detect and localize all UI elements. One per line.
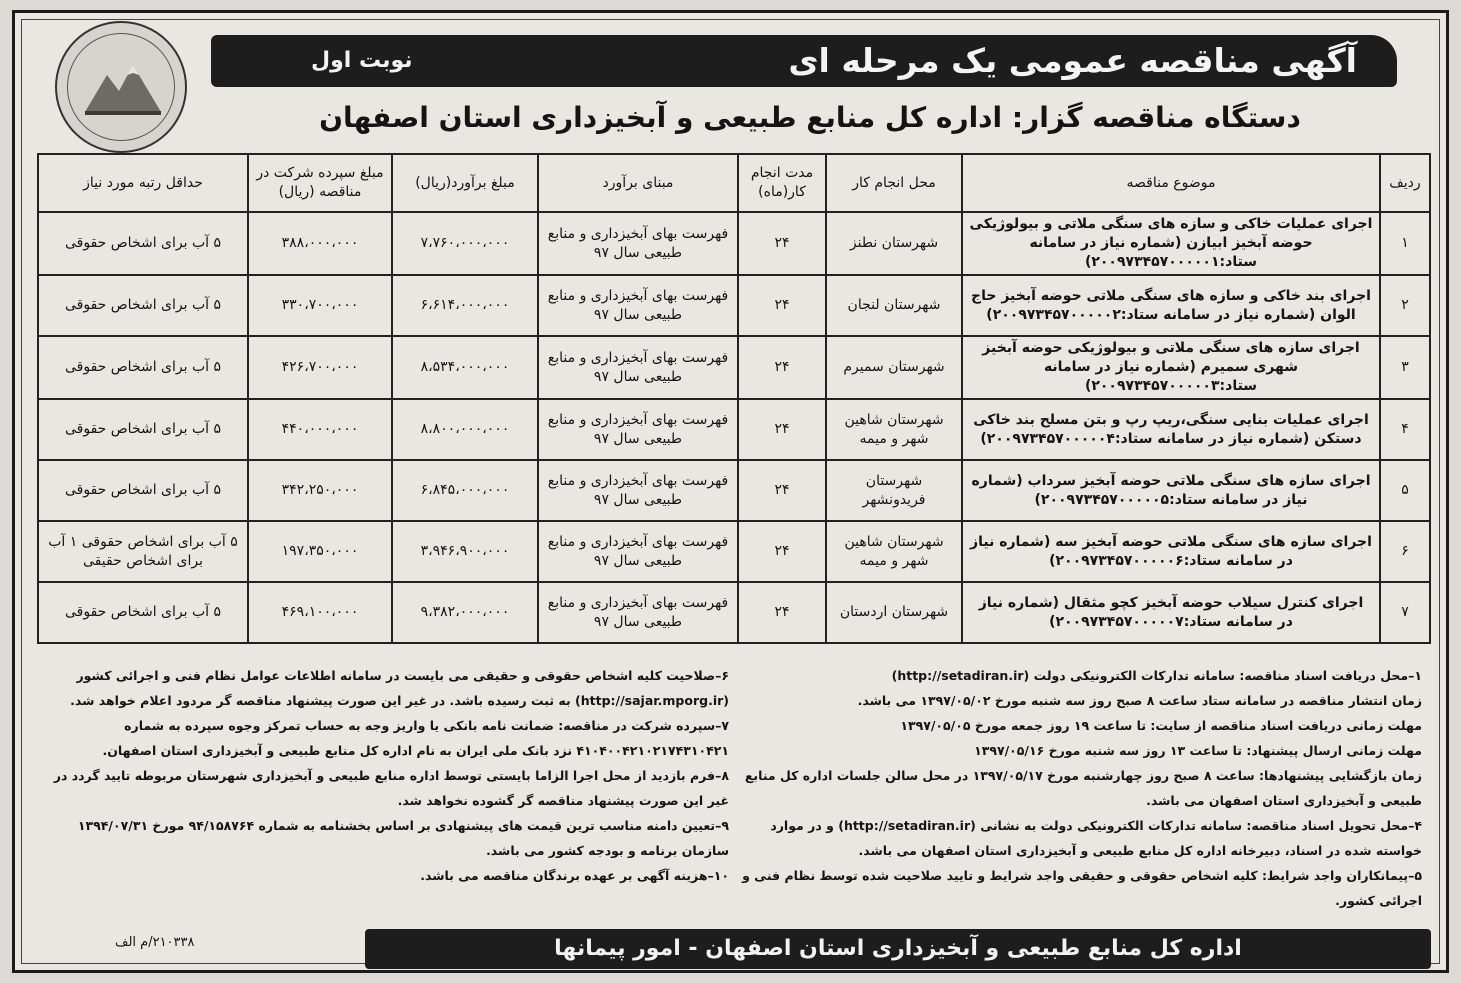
estimate-basis: فهرست بهای آبخیزداری و منابع طبیعی سال ۹۷ (538, 212, 738, 275)
deposit-amount: ۱۹۷،۳۵۰،۰۰۰ (248, 521, 392, 582)
estimate-amount: ۶،۸۴۵،۰۰۰،۰۰۰ (392, 460, 538, 521)
note-item: زمان بازگشایی پیشنهادها: ساعت ۸ صبح روز چهارشنبه مورخ ۱۳۹۷/۰۵/۱۷ در محل سالن جلسات اداره کل منابع طبیعی و آبخیزداری استان اصفهان می باشد. (744, 768, 1422, 808)
footer-banner: اداره کل منابع طبیعی و آبخیزداری استان اصفهان - امور پیمانها (365, 929, 1431, 969)
required-grade: ۵ آب برای اشخاص حقوقی (38, 399, 248, 460)
table-row (38, 460, 1430, 521)
tender-subject: اجرای کنترل سیلاب حوضه آبخیز کچو مثقال (شماره نیاز در سامانه ستاد:۲۰۰۹۷۳۴۵۷۰۰۰۰۰۷) (962, 582, 1380, 643)
required-grade: ۵ آب برای اشخاص حقوقی (38, 212, 248, 275)
work-location: شهرستان نطنز (826, 212, 962, 275)
col-row: ردیف (1380, 154, 1430, 212)
col-basis: مبنای برآورد (538, 154, 738, 212)
deposit-amount: ۴۶۹،۱۰۰،۰۰۰ (248, 582, 392, 643)
table-row (38, 399, 1430, 460)
note-item: ۴–محل تحویل اسناد مناقصه: سامانه تدارکات الکترونیکی دولت به نشانی (http://setadiran.ir) و در موارد خواسته شده در اسناد، دبیرخانه اداره کل منابع طبیعی و آبخیزداری استان اصفهان می باشد. (770, 818, 1422, 858)
estimate-basis: فهرست بهای آبخیزداری و منابع طبیعی سال ۹۷ (538, 399, 738, 460)
deposit-amount: ۴۴۰،۰۰۰،۰۰۰ (248, 399, 392, 460)
row-number: ۷ (1380, 582, 1430, 643)
note-item: ۶–صلاحیت کلیه اشخاص حقوقی و حقیقی می بایست در سامانه اطلاعات عوامل نظام فنی و اجرائی کشور (http://sajar.mporg.ir) به ثبت رسیده باشد. در غیر این صورت پیشنهاد مناقصه گر مردود اعلام خواهد شد. (70, 668, 729, 708)
note-item: ۱۰–هزینه آگهی بر عهده برندگان مناقصه می باشد. (420, 868, 729, 883)
required-grade: ۵ آب برای اشخاص حقوقی (38, 336, 248, 399)
note-item: ۸–فرم بازدید از محل اجرا الزاما بایستی توسط اداره منابع طبیعی و آبخیزداری شهرستان مربوطه تایید گردد در غیر این صورت پیشنهاد مناقصه گر گشوده نخواهد شد. (53, 768, 729, 808)
work-duration: ۲۴ (738, 275, 826, 336)
note-item: ۱–محل دریافت اسناد مناقصه: سامانه تدارکات الکترونیکی دولت (http://setadiran.ir) (891, 668, 1422, 683)
required-grade: ۵ آب برای اشخاص حقوقی (38, 275, 248, 336)
tender-notice (12, 10, 1449, 973)
required-grade: ۵ آب برای اشخاص حقوقی (38, 582, 248, 643)
tender-subject: اجرای سازه های سنگی ملاتی حوضه آبخیز سرداب (شماره نیاز در سامانه ستاد:۲۰۰۹۷۳۴۵۷۰۰۰۰۰۵) (962, 460, 1380, 521)
ad-code: ۲۱۰۳۳۸/م الف (115, 935, 195, 950)
work-location: شهرستان شاهین شهر و میمه (826, 399, 962, 460)
required-grade: ۵ آب برای اشخاص حقوقی (38, 460, 248, 521)
deposit-amount: ۳۳۰،۷۰۰،۰۰۰ (248, 275, 392, 336)
deposit-amount: ۳۴۲،۲۵۰،۰۰۰ (248, 460, 392, 521)
work-duration: ۲۴ (738, 582, 826, 643)
notice-title: آگهی مناقصه عمومی یک مرحله ای (788, 41, 1357, 80)
deposit-amount: ۳۸۸،۰۰۰،۰۰۰ (248, 212, 392, 275)
publication-round: نوبت اول (311, 48, 413, 73)
organizer-title: دستگاه مناقصه گزار: اداره کل منابع طبیعی و آبخیزداری استان اصفهان (319, 101, 1301, 134)
col-duration: مدت انجام کار(ماه) (738, 154, 826, 212)
estimate-basis: فهرست بهای آبخیزداری و منابع طبیعی سال ۹۷ (538, 275, 738, 336)
work-location: شهرستان اردستان (826, 582, 962, 643)
col-deposit: مبلغ سپرده شرکت در مناقصه (ریال) (248, 154, 392, 212)
work-location: شهرستان سمیرم (826, 336, 962, 399)
table-row (38, 521, 1430, 582)
deposit-amount: ۴۲۶،۷۰۰،۰۰۰ (248, 336, 392, 399)
row-number: ۴ (1380, 399, 1430, 460)
notes-left-column (39, 663, 729, 888)
notes-right-column (742, 663, 1422, 913)
table-row (38, 336, 1430, 399)
col-subject: موضوع مناقصه (962, 154, 1380, 212)
estimate-basis: فهرست بهای آبخیزداری و منابع طبیعی سال ۹۷ (538, 336, 738, 399)
estimate-amount: ۸،۸۰۰،۰۰۰،۰۰۰ (392, 399, 538, 460)
row-number: ۲ (1380, 275, 1430, 336)
estimate-amount: ۶،۶۱۴،۰۰۰،۰۰۰ (392, 275, 538, 336)
row-number: ۳ (1380, 336, 1430, 399)
estimate-basis: فهرست بهای آبخیزداری و منابع طبیعی سال ۹۷ (538, 521, 738, 582)
table-row (38, 275, 1430, 336)
work-duration: ۲۴ (738, 399, 826, 460)
tender-subject: اجرای سازه های سنگی ملاتی حوضه آبخیز سه (شماره نیاز در سامانه ستاد:۲۰۰۹۷۳۴۵۷۰۰۰۰۰۶) (962, 521, 1380, 582)
estimate-basis: فهرست بهای آبخیزداری و منابع طبیعی سال ۹۷ (538, 582, 738, 643)
note-item: زمان انتشار مناقصه در سامانه ستاد ساعت ۸ صبح روز سه شنبه مورخ ۱۳۹۷/۰۵/۰۲ می باشد. (857, 693, 1422, 708)
row-number: ۵ (1380, 460, 1430, 521)
estimate-amount: ۷،۷۶۰،۰۰۰،۰۰۰ (392, 212, 538, 275)
note-item: ۷–سپرده شرکت در مناقصه: ضمانت نامه بانکی یا واریز وجه به حساب تمرکز وجوه سپرده به شماره ۴۱۰۴۰۰۴۲۱۰۲۱۷۴۳۱۰۴۲۱ نزد بانک ملی ایران به نام اداره کل منابع طبیعی و آبخیزداری استان اصفهان. (102, 718, 729, 758)
estimate-amount: ۸،۵۳۴،۰۰۰،۰۰۰ (392, 336, 538, 399)
col-grade: حداقل رتبه مورد نیاز (38, 154, 248, 212)
row-number: ۶ (1380, 521, 1430, 582)
work-duration: ۲۴ (738, 212, 826, 275)
estimate-basis: فهرست بهای آبخیزداری و منابع طبیعی سال ۹۷ (538, 460, 738, 521)
table-row (38, 212, 1430, 275)
tender-subject: اجرای عملیات بنایی سنگی،ریپ رپ و بتن مسلح بند خاکی دستکن (شماره نیاز در سامانه ستاد:۲۰۰۹۷۳۴۵۷۰۰۰۰۰۴) (962, 399, 1380, 460)
estimate-amount: ۹،۳۸۲،۰۰۰،۰۰۰ (392, 582, 538, 643)
mountain-logo-icon (85, 57, 161, 117)
work-location: شهرستان شاهین شهر و میمه (826, 521, 962, 582)
work-duration: ۲۴ (738, 336, 826, 399)
note-item: ۹–تعیین دامنه مناسب ترین قیمت های پیشنهادی بر اساس بخشنامه به شماره ۹۴/۱۵۸۷۶۴ مورخ ۱۳۹۴/۰۷/۳۱ سازمان برنامه و بودجه کشور می باشد. (77, 818, 729, 858)
work-duration: ۲۴ (738, 460, 826, 521)
work-duration: ۲۴ (738, 521, 826, 582)
row-number: ۱ (1380, 212, 1430, 275)
tender-subject: اجرای سازه های سنگی ملاتی و بیولوژیکی حوضه آبخیز شهری سمیرم (شماره نیاز در سامانه ستاد:۲۰۰۹۷۳۴۵۷۰۰۰۰۰۳) (962, 336, 1380, 399)
work-location: شهرستان فریدونشهر (826, 460, 962, 521)
col-estimate: مبلغ برآورد(ریال) (392, 154, 538, 212)
note-item: مهلت زمانی ارسال پیشنهاد: تا ساعت ۱۳ روز سه شنبه مورخ ۱۳۹۷/۰۵/۱۶ (974, 743, 1422, 758)
table-header-row (38, 154, 1430, 212)
table-row (38, 582, 1430, 643)
note-item: مهلت زمانی دریافت اسناد مناقصه از سایت: تا ساعت ۱۹ روز جمعه مورخ ۱۳۹۷/۰۵/۰۵ (900, 718, 1422, 733)
tender-subject: اجرای عملیات خاکی و سازه های سنگی ملاتی و بیولوژیکی حوضه آبخیز ابیازن (شماره نیاز در سامانه ستاد:۲۰۰۹۷۳۴۵۷۰۰۰۰۰۱) (962, 212, 1380, 275)
col-location: محل انجام کار (826, 154, 962, 212)
tender-table (37, 153, 1431, 644)
title-banner (211, 35, 1397, 87)
organization-seal (55, 21, 187, 153)
note-item: ۵–پیمانکاران واجد شرایط: کلیه اشخاص حقوقی و حقیقی واجد شرایط و تایید صلاحیت شده توسط نظام فنی و اجرائی کشور. (742, 868, 1422, 908)
estimate-amount: ۳،۹۴۶،۹۰۰،۰۰۰ (392, 521, 538, 582)
work-location: شهرستان لنجان (826, 275, 962, 336)
tender-subject: اجرای بند خاکی و سازه های سنگی ملاتی حوضه آبخیز حاج الوان (شماره نیاز در سامانه ستاد:۲۰۰۹۷۳۴۵۷۰۰۰۰۰۲) (962, 275, 1380, 336)
required-grade: ۵ آب برای اشخاص حقوقی ۱ آب برای اشخاص حقیقی (38, 521, 248, 582)
